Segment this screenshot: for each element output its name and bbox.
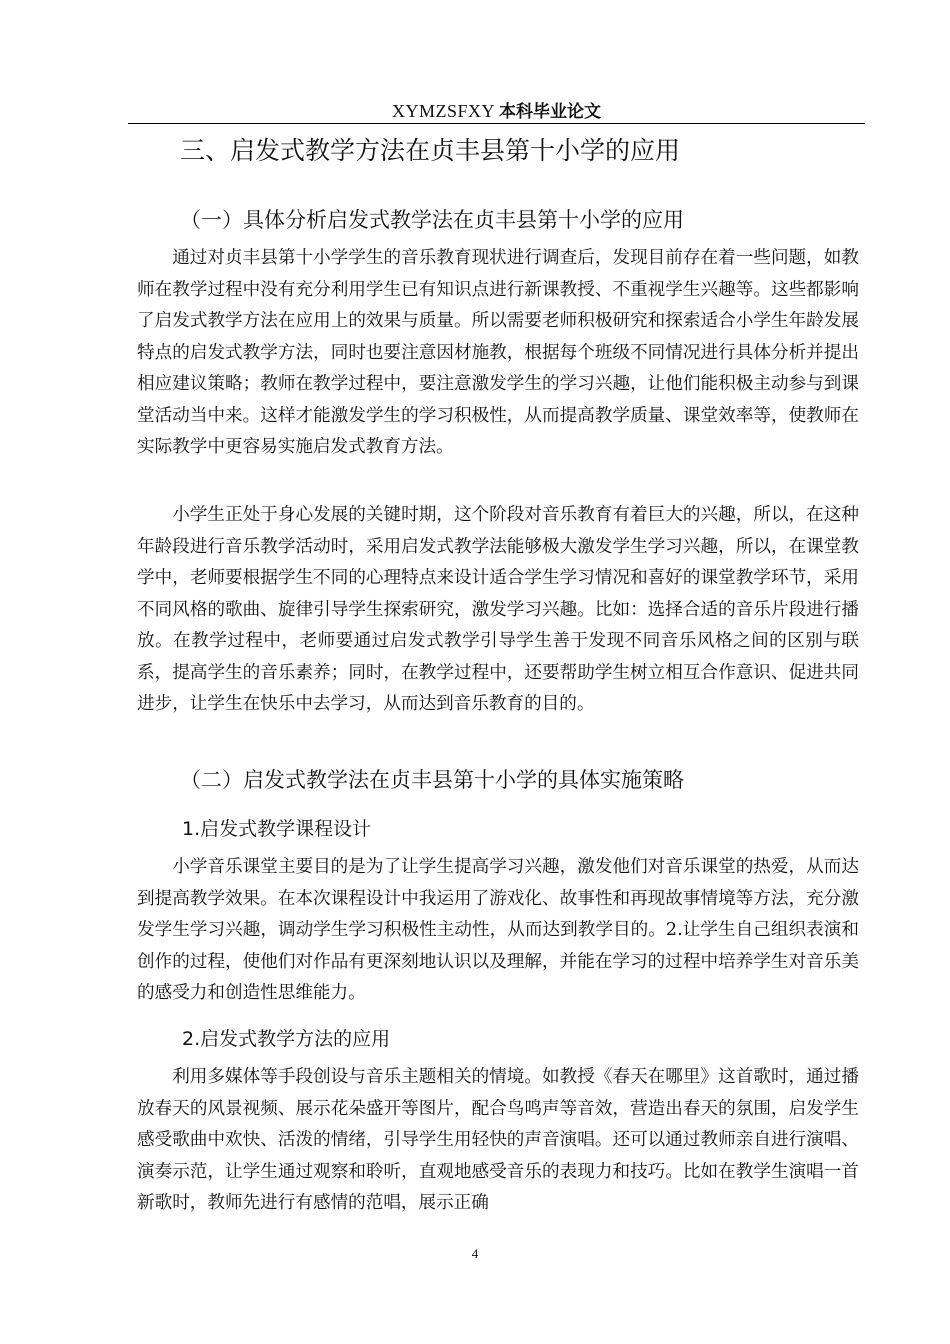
header-title: 本科毕业论文 [499, 102, 602, 122]
paragraph-2: 小学生正处于身心发展的关键时期，这个阶段对音乐教育有着巨大的兴趣，所以，在这种年龄段进行音乐教学活动时，采用启发式教学法能够极大激发学生学习兴趣，所以，在课堂教学中，老师要根据学生不同的心理特点来设计适合学生学习情况和喜好的课堂教学环节，采用不同风格的歌曲、旋律引导学生探索研究，激发学习兴趣。比如：选择合适的音乐片段进行播放。在教学过程中，老师要通过启发式教学引导学生善于发现不同音乐风格之间的区别与联系，提高学生的音乐素养；同时，在教学过程中，还要帮助学生树立相互合作意识、促进共同进步，让学生在快乐中去学习，从而达到音乐教育的目的。 [137, 505, 859, 714]
section-title: 三、启发式教学方法在贞丰县第十小学的应用 [180, 136, 681, 165]
subsection-title-1: （一）具体分析启发式教学法在贞丰县第十小学的应用 [180, 208, 684, 232]
item-title-2: 2.启发式教学方法的应用 [182, 1028, 391, 1050]
page-header [128, 100, 865, 124]
item-title-1: 1.启发式教学课程设计 [182, 818, 372, 840]
page-number: 4 [471, 1246, 479, 1261]
paragraph-4: 利用多媒体等手段创设与音乐主题相关的情境。如教授《春天在哪里》这首歌时，通过播放春天的风景视频、展示花朵盛开等图片，配合鸟鸣声等音效，营造出春天的氛围，启发学生感受歌曲中欢快、活泼的情绪，引导学生用轻快的声音演唱。还可以通过教师亲自进行演唱、演奏示范，让学生通过观察和聆听，直观地感受音乐的表现力和技巧。比如在教学生演唱一首新歌时，教师先进行有感情的范唱，展示正确 [137, 1067, 859, 1213]
header-rule [128, 123, 865, 124]
header-code: XYMZSFXY [391, 101, 496, 121]
paragraph-1: 通过对贞丰县第十小学学生的音乐教育现状进行调查后，发现目前存在着一些问题，如教师在教学过程中没有充分利用学生已有知识点进行新课教授、不重视学生兴趣等。这些都影响了启发式教学方法在应用上的效果与质量。所以需要老师积极研究和探索适合小学生年龄发展特点的启发式教学方法，同时也要注意因材施教，根据每个班级不同情况进行具体分析并提出相应建议策略；教师在教学过程中，要注意激发学生的学习兴趣，让他们能积极主动参与到课堂活动当中来。这样才能激发学生的学习积极性，从而提高教学质量、课堂效率等，使教师在实际教学中更容易实施启发式教育方法。 [137, 248, 859, 457]
paragraph-3: 小学音乐课堂主要目的是为了让学生提高学习兴趣，激发他们对音乐课堂的热爱，从而达到提高教学效果。在本次课程设计中我运用了游戏化、故事性和再现故事情境等方法，充分激发学生学习兴趣，调动学生学习积极性主动性，从而达到教学目的。2.让学生自己组织表演和创作的过程，使他们对作品有更深刻地认识以及理解，并能在学习的过程中培养学生对音乐美的感受力和创造性思维能力。 [137, 857, 859, 1003]
subsection-title-2: （二）启发式教学法在贞丰县第十小学的具体实施策略 [180, 768, 684, 792]
